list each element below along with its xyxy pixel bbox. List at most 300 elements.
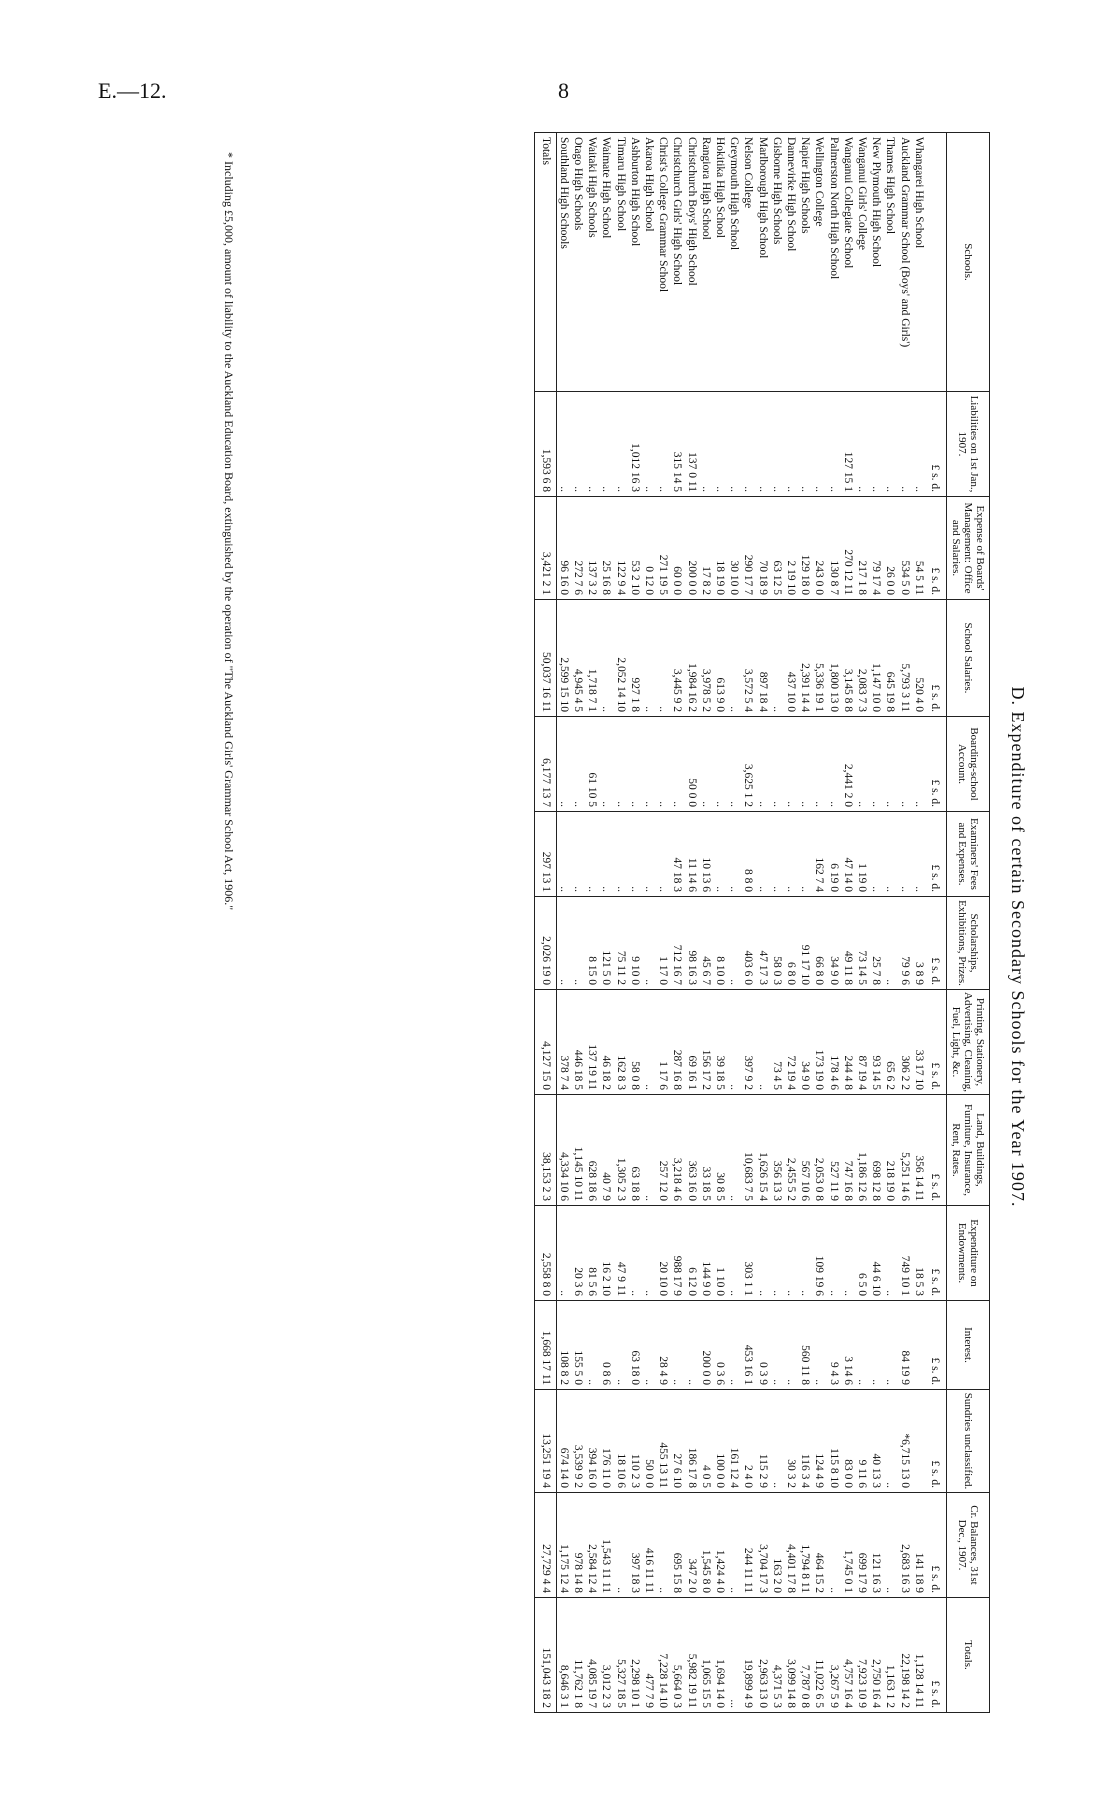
amount-cell: .. [841, 1206, 855, 1301]
amount-cell: .. [855, 392, 869, 497]
amount-cell: 50 0 0 [684, 717, 698, 812]
amount-cell: .. [571, 897, 585, 990]
amount-cell: 84 19 9 [897, 1301, 911, 1390]
amount-cell: 747 16 8 [841, 1095, 855, 1206]
amount-cell: .. [556, 717, 571, 812]
amount-cell: .. [642, 600, 656, 717]
table-row [755, 133, 769, 1713]
amount-cell: 1,163 1 2 [883, 1598, 897, 1713]
amount-cell: 98 16 3 [684, 897, 698, 990]
amount-cell: 3 14 6 [841, 1301, 855, 1390]
amount-cell: 129 18 0 [798, 497, 812, 600]
amount-cell: 2,052 14 10 [613, 600, 627, 717]
amount-cell: 8 15 0 [585, 897, 599, 990]
amount-cell: 11,762 1 8 [571, 1598, 585, 1713]
amount-cell: 1,543 11 11 [599, 1493, 613, 1598]
amount-cell: .. [556, 897, 571, 990]
amount-cell: .. [869, 812, 883, 897]
amount-cell: 695 15 8 [670, 1493, 684, 1598]
amount-cell: .. [770, 717, 784, 812]
school-name-cell: Christchurch Girls' High School [670, 133, 684, 392]
amount-cell: 1 17 0 [656, 897, 670, 990]
table-row [656, 133, 670, 1713]
amount-cell: .. [770, 392, 784, 497]
amount-cell: 47 9 11 [613, 1206, 627, 1301]
amount-cell: 0 3 6 [713, 1301, 727, 1390]
amount-cell: 1,175 12 4 [556, 1493, 571, 1598]
table-row [741, 133, 755, 1713]
amount-cell: 1,186 12 6 [855, 1095, 869, 1206]
amount-cell: 176 11 0 [599, 1390, 613, 1493]
table-row [713, 133, 727, 1713]
amount-cell: .. [713, 812, 727, 897]
school-name-cell: Nelson College [741, 133, 755, 392]
amount-cell: 4,757 16 4 [841, 1598, 855, 1713]
school-name-cell: Dannevirke High School [784, 133, 798, 392]
amount-cell: 2,441 2 0 [841, 717, 855, 812]
amount-cell: 58 0 3 [770, 897, 784, 990]
table-row [826, 133, 840, 1713]
amount-cell: 70 18 9 [755, 497, 769, 600]
column-header: Scholarships, Exhibitions, Prizes. [947, 897, 990, 990]
amount-cell: 6 19 0 [826, 812, 840, 897]
amount-cell: 674 14 0 [556, 1390, 571, 1493]
column-header: Expense of Boards' Management: Office and Salaries. [947, 497, 990, 600]
amount-cell: .. [770, 812, 784, 897]
amount-cell: .. [812, 392, 826, 497]
amount-cell: 978 14 8 [571, 1493, 585, 1598]
amount-cell: 272 7 6 [571, 497, 585, 600]
total-cell: 1,668 17 11 [535, 1301, 556, 1390]
amount-cell: 50 0 0 [642, 1390, 656, 1493]
footnote: * Including £5,000, amount of liability to the Auckland Education Board, extinguished by the operation of "The Auckland Girls' Grammar School Act, 1906." [222, 152, 236, 911]
column-header: Liabilities on 1st Jan., 1907. [947, 392, 990, 497]
amount-cell: 453 16 1 [741, 1301, 755, 1390]
total-cell: 27,729 4 4 [535, 1493, 556, 1598]
amount-cell: 66 8 0 [812, 897, 826, 990]
amount-cell: 699 17 9 [855, 1493, 869, 1598]
amount-cell: 613 9 0 [713, 600, 727, 717]
amount-cell: 988 17 9 [670, 1206, 684, 1301]
amount-cell: 7,923 10 9 [855, 1598, 869, 1713]
amount-cell [912, 1301, 926, 1390]
amount-cell: 520 4 0 [912, 600, 926, 717]
school-name-cell: Waimate High School [599, 133, 613, 392]
school-name-cell: Ashburton High School [628, 133, 642, 392]
amount-cell: 1,147 10 0 [869, 600, 883, 717]
amount-cell: .. [699, 717, 713, 812]
amount-cell: 3,099 14 8 [784, 1598, 798, 1713]
unit-cell: £ s. d. [926, 897, 947, 990]
total-cell: 3,421 2 1 [535, 497, 556, 600]
amount-cell: 243 0 0 [812, 497, 826, 600]
amount-cell: .. [642, 897, 656, 990]
amount-cell: 87 19 4 [855, 990, 869, 1095]
amount-cell: 130 8 7 [826, 497, 840, 600]
school-name-cell: Auckland Grammar School (Boys' and Girls') [897, 133, 911, 392]
amount-cell: 257 12 0 [656, 1095, 670, 1206]
amount-cell: 200 0 0 [684, 497, 698, 600]
amount-cell: 356 13 3 [770, 1095, 784, 1206]
amount-cell: .. [727, 990, 741, 1095]
unit-cell: £ s. d. [926, 1206, 947, 1301]
amount-cell: 109 19 6 [812, 1206, 826, 1301]
amount-cell: 115 2 9 [755, 1390, 769, 1493]
amount-cell: 9 4 3 [826, 1301, 840, 1390]
amount-cell: .. [798, 392, 812, 497]
amount-cell: 0 3 9 [755, 1301, 769, 1390]
amount-cell: .. [670, 717, 684, 812]
column-header: Cr. Balances, 31st Dec., 1907. [947, 1493, 990, 1598]
table-row [812, 133, 826, 1713]
amount-cell: 397 18 3 [628, 1493, 642, 1598]
amount-cell: .. [656, 392, 670, 497]
amount-cell: 47 18 3 [670, 812, 684, 897]
amount-cell: 144 9 0 [699, 1206, 713, 1301]
amount-cell: 3,704 17 3 [755, 1493, 769, 1598]
school-name-cell: Otago High Schools [571, 133, 585, 392]
amount-cell: .. [869, 717, 883, 812]
amount-cell: .. [699, 392, 713, 497]
amount-cell: ... [727, 1598, 741, 1713]
amount-cell: 8 10 0 [713, 897, 727, 990]
amount-cell: 403 6 0 [741, 897, 755, 990]
amount-cell: 455 13 11 [656, 1390, 670, 1493]
unit-cell [926, 133, 947, 392]
amount-cell: .. [585, 812, 599, 897]
totals-label: Totals [535, 133, 556, 392]
amount-cell: 1,800 13 0 [826, 600, 840, 717]
total-cell: 6,177 13 7 [535, 717, 556, 812]
column-header-row [947, 133, 990, 1713]
unit-cell: £ s. d. [926, 1390, 947, 1493]
amount-cell: 2,053 0 8 [812, 1095, 826, 1206]
amount-cell: 5,327 18 5 [613, 1598, 627, 1713]
amount-cell: 437 10 0 [784, 600, 798, 717]
amount-cell: 1,794 8 11 [798, 1493, 812, 1598]
amount-cell: .. [642, 1301, 656, 1390]
school-name-cell: Thames High School [883, 133, 897, 392]
unit-cell: £ s. d. [926, 392, 947, 497]
amount-cell: 712 16 7 [670, 897, 684, 990]
amount-cell: .. [613, 812, 627, 897]
amount-cell: 18 10 6 [613, 1390, 627, 1493]
amount-cell: 1,718 7 1 [585, 600, 599, 717]
amount-cell: .. [826, 1493, 840, 1598]
amount-cell: .. [727, 812, 741, 897]
table-row [556, 133, 571, 1713]
amount-cell: .. [755, 1206, 769, 1301]
amount-cell: .. [613, 1493, 627, 1598]
school-name-cell: Rangiora High School [699, 133, 713, 392]
amount-cell [912, 1390, 926, 1493]
amount-cell: .. [628, 1206, 642, 1301]
amount-cell: .. [713, 717, 727, 812]
total-cell: 2,558 8 0 [535, 1206, 556, 1301]
amount-cell: .. [642, 1095, 656, 1206]
amount-cell: .. [727, 392, 741, 497]
amount-cell: 44 6 10 [869, 1206, 883, 1301]
table-row [699, 133, 713, 1713]
amount-cell: 4,334 10 6 [556, 1095, 571, 1206]
amount-cell: 45 6 7 [699, 897, 713, 990]
table-row [897, 133, 911, 1713]
amount-cell: .. [755, 392, 769, 497]
amount-cell: .. [869, 392, 883, 497]
amount-cell: 287 16 8 [670, 990, 684, 1095]
amount-cell: 121 16 3 [869, 1493, 883, 1598]
amount-cell: 3 8 9 [912, 897, 926, 990]
school-name-cell: Greymouth High School [727, 133, 741, 392]
school-name-cell: Christ's College Grammar School [656, 133, 670, 392]
amount-cell: 1,305 2 3 [613, 1095, 627, 1206]
amount-cell: 10 13 6 [699, 812, 713, 897]
amount-cell: .. [855, 1301, 869, 1390]
amount-cell: .. [883, 1301, 897, 1390]
amount-cell: .. [556, 392, 571, 497]
amount-cell: 79 9 6 [897, 897, 911, 990]
amount-cell: 1,012 16 3 [628, 392, 642, 497]
amount-cell: .. [770, 1301, 784, 1390]
amount-cell: 4,371 5 3 [770, 1598, 784, 1713]
amount-cell: 315 14 5 [670, 392, 684, 497]
amount-cell: 2,683 16 3 [897, 1493, 911, 1598]
amount-cell: 7,228 14 10 [656, 1598, 670, 1713]
total-cell: 2,026 19 0 [535, 897, 556, 990]
amount-cell: .. [656, 600, 670, 717]
amount-cell: 3,539 9 2 [571, 1390, 585, 1493]
school-name-cell: Akaroa High School [642, 133, 656, 392]
amount-cell: 40 13 3 [869, 1390, 883, 1493]
amount-cell: 394 16 0 [585, 1390, 599, 1493]
amount-cell: 69 16 1 [684, 990, 698, 1095]
amount-cell: .. [556, 812, 571, 897]
page-header-reference: E.—12. [98, 78, 167, 103]
amount-cell: .. [784, 1206, 798, 1301]
amount-cell: 127 15 1 [841, 392, 855, 497]
amount-cell: .. [727, 897, 741, 990]
amount-cell: .. [755, 812, 769, 897]
amount-cell: 72 19 4 [784, 990, 798, 1095]
amount-cell: 73 14 5 [855, 897, 869, 990]
amount-cell: 46 18 2 [599, 990, 613, 1095]
amount-cell: .. [883, 897, 897, 990]
amount-cell: .. [812, 1301, 826, 1390]
totals-row [535, 133, 556, 1713]
unit-cell: £ s. d. [926, 1301, 947, 1390]
amount-cell: 6 8 0 [784, 897, 798, 990]
amount-cell: 91 17 10 [798, 897, 812, 990]
expenditure-table [534, 132, 990, 1713]
amount-cell: 178 4 6 [826, 990, 840, 1095]
amount-cell: .. [869, 1301, 883, 1390]
amount-cell: 47 14 0 [841, 812, 855, 897]
amount-cell: 83 0 0 [841, 1390, 855, 1493]
amount-cell: 63 18 0 [628, 1301, 642, 1390]
amount-cell: .. [826, 392, 840, 497]
amount-cell: 60 0 0 [670, 497, 684, 600]
table-row [642, 133, 656, 1713]
amount-cell: .. [883, 392, 897, 497]
amount-cell: .. [912, 812, 926, 897]
amount-cell: .. [883, 812, 897, 897]
amount-cell: .. [883, 717, 897, 812]
table-row [912, 133, 926, 1713]
amount-cell: .. [826, 717, 840, 812]
amount-cell: 173 19 0 [812, 990, 826, 1095]
amount-cell: .. [883, 1390, 897, 1493]
amount-cell: 749 10 1 [897, 1206, 911, 1301]
amount-cell: 2,963 13 0 [755, 1598, 769, 1713]
amount-cell: .. [798, 1206, 812, 1301]
amount-cell: 54 5 11 [912, 497, 926, 600]
amount-cell: 2,599 15 10 [556, 600, 571, 717]
amount-cell: .. [727, 1206, 741, 1301]
table-row [727, 133, 741, 1713]
amount-cell: .. [642, 717, 656, 812]
amount-cell: 17 8 2 [699, 497, 713, 600]
table-row [869, 133, 883, 1713]
amount-cell: 18 19 0 [713, 497, 727, 600]
amount-cell: 527 11 9 [826, 1095, 840, 1206]
amount-cell: 18 5 3 [912, 1206, 926, 1301]
amount-cell: 2,391 14 4 [798, 600, 812, 717]
amount-cell: 11,022 6 5 [812, 1598, 826, 1713]
amount-cell: .. [741, 392, 755, 497]
amount-cell: 7,787 0 8 [798, 1598, 812, 1713]
amount-cell: 121 5 0 [599, 897, 613, 990]
amount-cell: 534 5 0 [897, 497, 911, 600]
amount-cell: .. [613, 717, 627, 812]
column-header: Interest. [947, 1301, 990, 1390]
amount-cell: 3,572 5 4 [741, 600, 755, 717]
amount-cell: 363 16 0 [684, 1095, 698, 1206]
amount-cell: .. [599, 812, 613, 897]
column-header: School Salaries. [947, 600, 990, 717]
amount-cell: 163 2 0 [770, 1493, 784, 1598]
amount-cell: 40 7 9 [599, 1095, 613, 1206]
amount-cell: 5,336 19 1 [812, 600, 826, 717]
amount-cell: 306 2 2 [897, 990, 911, 1095]
unit-cell: £ s. d. [926, 1493, 947, 1598]
amount-cell: .. [656, 717, 670, 812]
amount-cell: .. [784, 812, 798, 897]
amount-cell: 39 18 5 [713, 990, 727, 1095]
amount-cell: 61 10 5 [585, 717, 599, 812]
amount-cell: 2,455 5 2 [784, 1095, 798, 1206]
amount-cell: .. [912, 717, 926, 812]
school-name-cell: Waitaki High Schools [585, 133, 599, 392]
amount-cell: .. [684, 1301, 698, 1390]
amount-cell: .. [642, 812, 656, 897]
amount-cell: 3,145 8 8 [841, 600, 855, 717]
table-row [770, 133, 784, 1713]
amount-cell: 378 7 4 [556, 990, 571, 1095]
table-title: D. Expenditure of certain Secondary Schools for the Year 1907. [1008, 686, 1028, 1208]
rotated-table-block [198, 132, 1028, 1762]
amount-cell: 22,198 14 2 [897, 1598, 911, 1713]
table-row [599, 133, 613, 1713]
amount-cell: .. [855, 717, 869, 812]
amount-cell: 27 6 10 [670, 1390, 684, 1493]
school-name-cell: Hokitika High School [713, 133, 727, 392]
amount-cell: .. [628, 812, 642, 897]
amount-cell: .. [670, 1301, 684, 1390]
amount-cell: .. [770, 600, 784, 717]
unit-cell: £ s. d. [926, 1598, 947, 1713]
amount-cell: 2 19 10 [784, 497, 798, 600]
amount-cell: .. [770, 1206, 784, 1301]
table-row [784, 133, 798, 1713]
amount-cell: 8 8 0 [741, 812, 755, 897]
amount-cell: 347 2 0 [684, 1493, 698, 1598]
total-cell: 4,127 15 0 [535, 990, 556, 1095]
amount-cell: 20 3 6 [571, 1206, 585, 1301]
amount-cell: 477 7 9 [642, 1598, 656, 1713]
amount-cell: 1 10 0 [713, 1206, 727, 1301]
table-row [855, 133, 869, 1713]
amount-cell: .. [571, 717, 585, 812]
amount-cell: 1,128 14 11 [912, 1598, 926, 1713]
amount-cell: 162 8 3 [613, 990, 627, 1095]
amount-cell: 416 11 11 [642, 1493, 656, 1598]
amount-cell: .. [656, 1493, 670, 1598]
amount-cell: 122 9 4 [613, 497, 627, 600]
unit-cell: £ s. d. [926, 717, 947, 812]
amount-cell: 79 17 4 [869, 497, 883, 600]
amount-cell: 1,626 15 4 [755, 1095, 769, 1206]
amount-cell: 1,424 4 0 [713, 1493, 727, 1598]
total-cell: 50,037 16 11 [535, 600, 556, 717]
amount-cell: .. [571, 392, 585, 497]
amount-cell: 3,978 5 2 [699, 600, 713, 717]
page-number: 8 [558, 78, 569, 103]
column-header: Boarding-school Account. [947, 717, 990, 812]
amount-cell: 464 15 2 [812, 1493, 826, 1598]
table-row [883, 133, 897, 1713]
column-header: Land, Buildings, Furniture, Insurance, Rent, Rates. [947, 1095, 990, 1206]
amount-cell: 5,793 3 11 [897, 600, 911, 717]
amount-cell: 303 1 1 [741, 1206, 755, 1301]
amount-cell: .. [599, 392, 613, 497]
amount-cell: 1,065 15 5 [699, 1598, 713, 1713]
school-name-cell: Timaru High School [613, 133, 627, 392]
amount-cell: .. [727, 1493, 741, 1598]
table-row [841, 133, 855, 1713]
amount-cell: 137 3 2 [585, 497, 599, 600]
amount-cell: 560 11 8 [798, 1301, 812, 1390]
amount-cell: .. [656, 812, 670, 897]
amount-cell: 156 17 2 [699, 990, 713, 1095]
unit-cell: £ s. d. [926, 600, 947, 717]
unit-cell: £ s. d. [926, 1095, 947, 1206]
amount-cell: .. [642, 990, 656, 1095]
amount-cell: 356 14 11 [912, 1095, 926, 1206]
amount-cell: 34 9 0 [826, 897, 840, 990]
school-name-cell: Wanganui Girls' College [855, 133, 869, 392]
amount-cell: 53 2 10 [628, 497, 642, 600]
amount-cell: 16 2 10 [599, 1206, 613, 1301]
amount-cell: 8,646 3 1 [556, 1598, 571, 1713]
amount-cell: 116 3 4 [798, 1390, 812, 1493]
amount-cell: 28 4 9 [656, 1301, 670, 1390]
amount-cell: 290 17 7 [741, 497, 755, 600]
unit-cell: £ s. d. [926, 497, 947, 600]
amount-cell: 2,750 16 4 [869, 1598, 883, 1713]
amount-cell: .. [883, 1493, 897, 1598]
amount-cell: 6 5 0 [855, 1206, 869, 1301]
amount-cell: 137 19 11 [585, 990, 599, 1095]
